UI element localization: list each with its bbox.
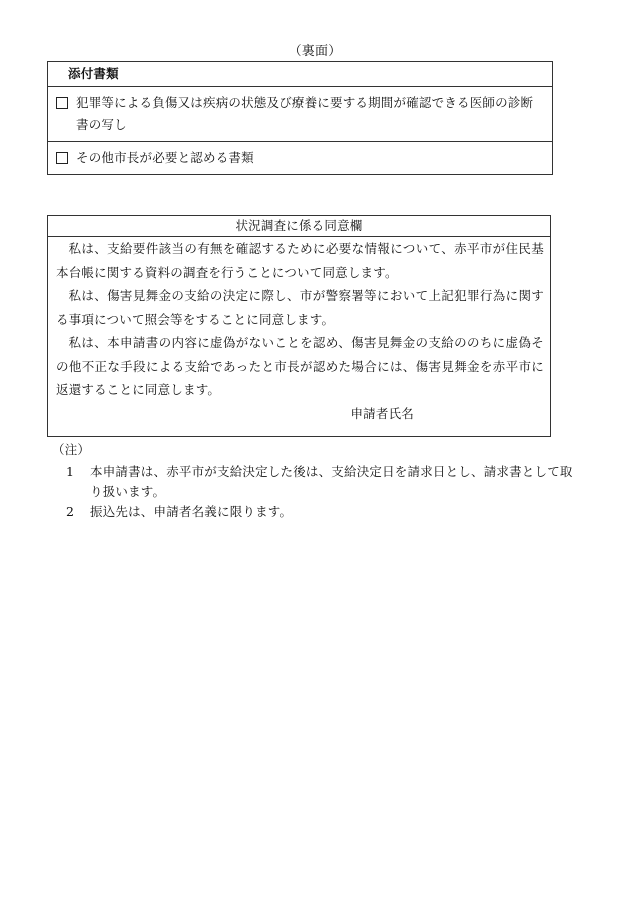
attachment-item-other-documents[interactable] (48, 141, 552, 174)
checkbox-other-documents[interactable] (56, 152, 68, 164)
consent-section (47, 215, 551, 437)
note-item (66, 462, 582, 502)
note-text: 本申請書は、赤平市が支給決定した後は、支給決定日を請求日とし、請求書として取り扱います。 (90, 464, 573, 499)
attachment-item-label: その他市長が必要と認める書類 (76, 150, 254, 165)
note-number: 2 (66, 504, 75, 519)
attachments-table (47, 61, 553, 175)
consent-paragraph-refund: 私は、本申請書の内容に虚偽がないことを認め、傷害見舞金の支給ののちに虚偽その他不正な手段による支給であったと市長が認めた場合には、傷害見舞金を赤平市に返還することに同意します。 (56, 335, 544, 397)
attachments-heading: 添付書類 (68, 66, 119, 81)
attachment-item-medical-certificate[interactable] (48, 86, 552, 141)
notes-heading: （注） (52, 442, 91, 457)
page-side-label: （裏面） (288, 44, 342, 59)
note-item (66, 502, 582, 522)
checkbox-medical-certificate[interactable] (56, 97, 68, 109)
attachment-item-label: 犯罪等による負傷又は疾病の状態及び療養に要する期間が確認できる医師の診断書の写し (76, 95, 534, 132)
notes-section (52, 440, 582, 522)
consent-body (48, 237, 550, 426)
consent-paragraph-police-inquiry: 私は、傷害見舞金の支給の決定に際し、市が警察署等において上記犯罪行為に関する事項について照会等をすることに同意します。 (56, 288, 544, 327)
applicant-name-label: 申請者氏名 (350, 405, 414, 421)
note-number: 1 (66, 464, 75, 479)
consent-title: 状況調査に係る同意欄 (48, 216, 550, 237)
consent-paragraph-resident-registry: 私は、支給要件該当の有無を確認するために必要な情報について、赤平市が住民基本台帳に関する資料の調査を行うことについて同意します。 (56, 241, 544, 280)
note-text: 振込先は、申請者名義に限ります。 (90, 504, 293, 519)
